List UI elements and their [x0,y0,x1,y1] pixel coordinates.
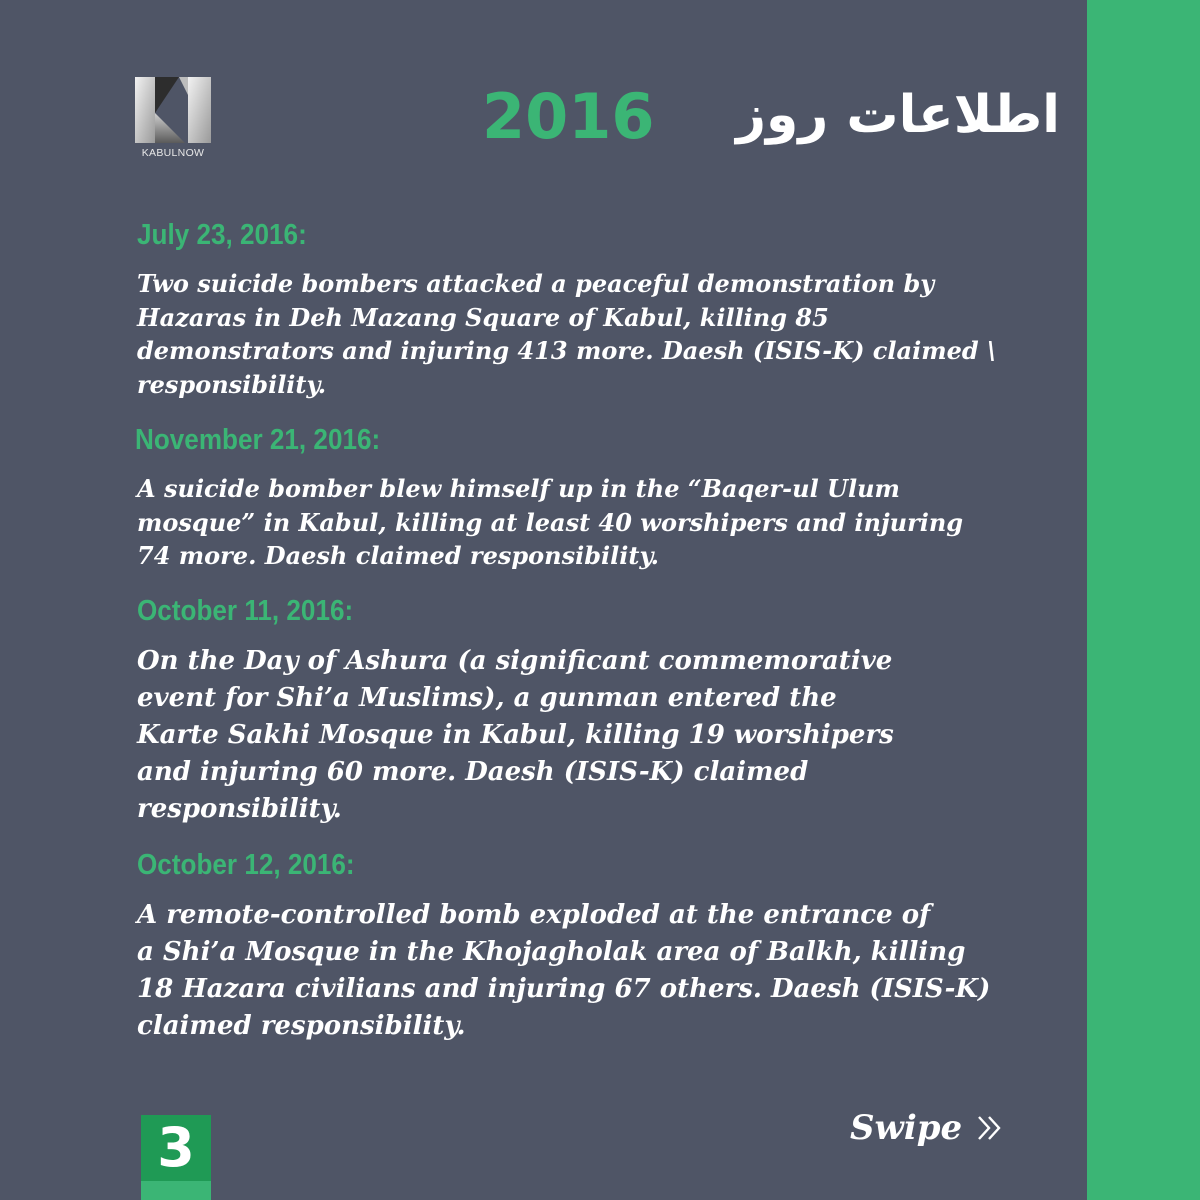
entry-line: event for Shi’a Muslims), a gunman entered the [137,683,837,713]
entry-line: claimed responsibility. [137,1011,466,1041]
swipe-button[interactable] [850,1105,1006,1151]
entry-date: July 23, 2016: [137,219,307,251]
entry-line: A remote-controlled bomb exploded at the entrance of [137,900,931,930]
entry-line: Two suicide bombers attacked a peaceful demonstration by [137,269,935,298]
swipe-label: Swipe [850,1108,963,1148]
entry-line: On the Day of Ashura (a significant commemorative [137,646,893,676]
entry-line: 18 Hazara civilians and injuring 67 others. Daesh (ISIS-K) [137,974,991,1004]
kabulnow-logo [133,75,213,161]
entry-line: a Shi’a Mosque in the Khojagholak area of Balkh, killing [137,937,966,967]
page-number: 3 [157,1116,195,1179]
entry-description [137,897,1037,1045]
page-number-strip [141,1181,211,1200]
page-title-year: 2016 [482,80,655,153]
entry-description [137,643,1037,828]
entry-date: October 11, 2016: [137,595,354,627]
entry-line: 74 more. Daesh claimed responsibility. [137,541,659,570]
entry-line: responsibility. [137,794,342,824]
etilaatroz-logo: اطلاعات روز [736,85,1060,145]
entry-date: November 21, 2016: [135,424,381,456]
double-chevron-right-icon [974,1112,1006,1144]
entry-line: demonstrators and injuring 413 more. Daesh (ISIS-K) claimed \ [137,336,996,365]
entry-description [137,472,1037,573]
entry-line: A suicide bomber blew himself up in the “Baqer-ul Ulum [137,474,900,503]
entry-date: October 12, 2016: [137,849,355,881]
entry-description [137,267,1037,401]
entry-line: responsibility. [137,369,327,399]
entry-line: and injuring 60 more. Daesh (ISIS-K) claimed [137,757,809,787]
entry-line: mosque” in Kabul, killing at least 40 worshipers and injuring [137,507,964,537]
right-accent-bar [1087,0,1200,1200]
logo-wordmark: KABULNOW [141,147,205,159]
entry-line: Hazaras in Deh Mazang Square of Kabul, killing 85 [137,302,829,332]
page-number-badge [141,1115,211,1200]
entry-line: Karte Sakhi Mosque in Kabul, killing 19 worshipers [137,720,894,750]
